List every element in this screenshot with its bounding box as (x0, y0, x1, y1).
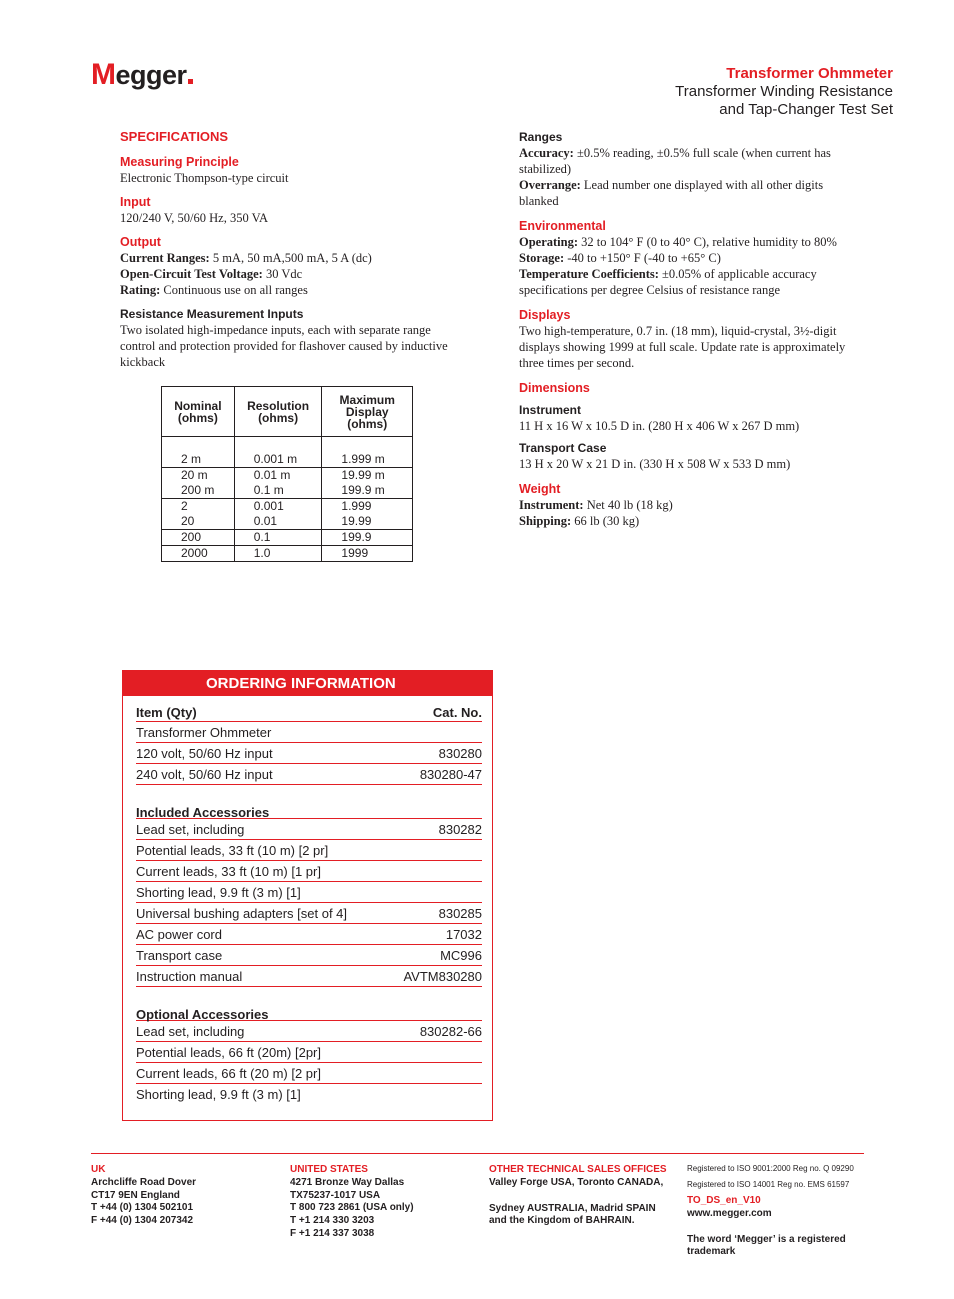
footer-other-heading: OTHER TECHNICAL SALES OFFICES (489, 1164, 667, 1175)
transport-case-dimensions: 13 H x 20 W x 21 D in. (330 H x 508 W x 533 D mm) (519, 457, 791, 471)
table-cell: 199.9 m (322, 483, 413, 499)
product-subtitle-line1: Transformer Winding Resistance (675, 83, 893, 100)
accuracy-value: ±0.5% reading, ±0.5% full scale (when current has (573, 146, 831, 160)
ordering-item: Instruction manual (136, 969, 243, 984)
input-heading: Input (120, 195, 151, 209)
table-header-resolution (234, 387, 322, 437)
ordering-cat-no: 830280-47 (419, 767, 482, 782)
document-header (675, 64, 893, 119)
output-heading: Output (120, 235, 161, 249)
header-nominal-text: Nominal (ohms) (174, 398, 222, 425)
header-resolution-text: Resolution (ohms) (247, 398, 310, 425)
ordering-item: Lead set, including (136, 1024, 245, 1039)
ranges-overrange (519, 177, 889, 193)
included-accessories-heading: Included Accessories (136, 805, 270, 820)
table-cell: 0.1 (234, 530, 322, 546)
table-cell: 20 m (162, 468, 235, 484)
ordering-row (136, 903, 482, 924)
operating-label: Operating: (519, 235, 579, 249)
current-ranges-value: 5 mA, 50 mA,500 mA, 5 A (dc) (209, 251, 372, 265)
table-cell: 19.99 (322, 514, 413, 530)
table-row (162, 530, 413, 546)
ordering-cat-no: 830280 (438, 746, 482, 761)
table-cell: 1.999 m (322, 452, 413, 468)
ordering-row (136, 882, 482, 903)
ordering-table (123, 702, 492, 1104)
col-item-header: Item (Qty) (136, 705, 197, 720)
overrange-label: Overrange: (519, 178, 581, 192)
ordering-item: 120 volt, 50/60 Hz input (136, 746, 273, 761)
ordering-cat-no: 830282 (438, 822, 482, 837)
header-max-display-text: Maximum Display (ohms) (339, 392, 395, 431)
footer-us (290, 1164, 414, 1241)
ordering-item: Shorting lead, 9.9 ft (3 m) [1] (136, 1087, 301, 1102)
table-cell: 19.99 m (322, 468, 413, 484)
ordering-item: Transport case (136, 948, 223, 963)
optional-accessories-heading: Optional Accessories (136, 1007, 269, 1022)
ordering-item: AC power cord (136, 927, 222, 942)
footer-uk-line: Archcliffe Road Dover (91, 1176, 197, 1188)
tc-label: Temperature Coefficients: (519, 267, 659, 281)
footer-us-heading: UNITED STATES (290, 1164, 368, 1175)
ordering-header-row (136, 702, 482, 722)
ordering-row (136, 1042, 482, 1063)
table-cell: 199.9 (322, 530, 413, 546)
displays-line2: displays showing 1999 at full scale. Update rate is approximately (519, 340, 846, 354)
footer-uk-line: CT17 9EN England (91, 1189, 180, 1201)
weight-heading: Weight (519, 482, 561, 496)
table-row (162, 437, 413, 453)
table-cell: 0.001 (234, 499, 322, 515)
weight-shipping-value: 66 lb (30 kg) (571, 514, 640, 528)
ordering-row (136, 924, 482, 945)
footer-divider (91, 1153, 864, 1154)
logo-letter-m: M (91, 58, 116, 91)
displays-heading: Displays (519, 308, 571, 322)
rmi-line2: control and protection provided for flashover caused by inductive (120, 339, 448, 353)
table-cell: 200 (162, 530, 235, 546)
resolution-table (161, 386, 413, 562)
displays-line3: three times per second. (519, 356, 635, 370)
footer-doc-code: TO_DS_en_V10 (687, 1195, 761, 1206)
footer-other-line: Valley Forge USA, Toronto CANADA, (489, 1176, 664, 1188)
table-cell: 1.0 (234, 546, 322, 562)
ocv-label: Open-Circuit Test Voltage: (120, 267, 263, 281)
ordering-row (136, 722, 482, 743)
rmi-heading: Resistance Measurement Inputs (120, 307, 304, 321)
specs-left-column (120, 129, 482, 370)
table-cell: 20 (162, 514, 235, 530)
footer-uk-line: T +44 (0) 1304 502101 (91, 1202, 194, 1214)
ordering-item: Potential leads, 33 ft (10 m) [2 pr] (136, 843, 329, 858)
ordering-title: ORDERING INFORMATION (123, 671, 492, 696)
product-title: Transformer Ohmmeter (726, 65, 893, 82)
megger-logo (91, 58, 193, 92)
footer-uk-heading: UK (91, 1164, 106, 1175)
operating-value: 32 to 104° F (0 to 40° C), relative humidity to 80% (578, 235, 837, 249)
ordering-row (136, 819, 482, 840)
table-row (162, 468, 413, 484)
ordering-item: Current leads, 33 ft (10 m) [1 pr] (136, 864, 321, 879)
ranges-accuracy (519, 145, 889, 161)
table-cell: 2000 (162, 546, 235, 562)
ordering-item: Universal bushing adapters [set of 4] (136, 906, 348, 921)
table-cell: 0.1 m (234, 483, 322, 499)
rating-label: Rating: (120, 283, 161, 297)
ordering-item: Current leads, 66 ft (20 m) [2 pr] (136, 1066, 321, 1081)
footer-us-line: T 800 723 2861 (USA only) (290, 1202, 414, 1214)
output-current-ranges (120, 250, 482, 266)
weight-instrument-value: Net 40 lb (18 kg) (583, 498, 673, 512)
footer-other-line: and the Kingdom of BAHRAIN. (489, 1215, 635, 1227)
table-row (162, 483, 413, 499)
table-cell: 0.001 m (234, 452, 322, 468)
ordering-cat-no: 830285 (438, 906, 482, 921)
instrument-heading: Instrument (519, 403, 582, 417)
storage-value: -40 to +150° F (-40 to +65° C) (564, 251, 721, 265)
ordering-item: Lead set, including (136, 822, 245, 837)
ordering-row (136, 945, 482, 966)
footer-iso9001: Registered to ISO 9001:2000 Reg no. Q 09290 (687, 1164, 854, 1173)
input-text: 120/240 V, 50/60 Hz, 350 VA (120, 211, 269, 225)
logo-text: egger (115, 60, 187, 90)
env-operating (519, 234, 889, 250)
measuring-principle-heading: Measuring Principle (120, 155, 239, 169)
footer-trademark-line1: The word ‘Megger’ is a registered (687, 1233, 846, 1245)
ordering-item: Transformer Ohmmeter (136, 725, 272, 740)
ranges-overrange-cont: blanked (519, 194, 559, 208)
footer-other-offices (489, 1164, 667, 1228)
rmi-line1: Two isolated high-impedance inputs, each with separate range (120, 323, 431, 337)
table-row (162, 546, 413, 562)
environmental-heading: Environmental (519, 219, 606, 233)
footer-us-line: T +1 214 330 3203 (290, 1215, 375, 1227)
footer-trademark-line2: trademark (687, 1246, 736, 1258)
footer-uk (91, 1164, 196, 1228)
ordering-row (136, 743, 482, 764)
ordering-row (136, 840, 482, 861)
env-storage (519, 250, 889, 266)
table-cell: 0.01 (234, 514, 322, 530)
specifications-heading: SPECIFICATIONS (120, 129, 229, 144)
ranges-accuracy-cont: stabilized) (519, 162, 572, 176)
ordering-item: 240 volt, 50/60 Hz input (136, 767, 273, 782)
ordering-item: Shorting lead, 9.9 ft (3 m) [1] (136, 885, 301, 900)
dimensions-heading: Dimensions (519, 381, 590, 395)
col-cat-header: Cat. No. (432, 705, 482, 720)
displays-line1: Two high-temperature, 0.7 in. (18 mm), liquid-crystal, 3½-digit (519, 324, 837, 338)
table-row (162, 514, 413, 530)
env-tc-cont: specifications per degree Celsius of resistance range (519, 283, 781, 297)
current-ranges-label: Current Ranges: (120, 251, 210, 265)
ordering-row (136, 764, 482, 785)
footer-us-line: F +1 214 337 3038 (290, 1227, 375, 1239)
table-row (162, 499, 413, 515)
ordering-row (136, 966, 482, 987)
ordering-row (136, 1063, 482, 1084)
ranges-heading: Ranges (519, 130, 563, 144)
ordering-information-box (122, 670, 493, 1121)
instrument-dimensions: 11 H x 16 W x 10.5 D in. (280 H x 406 W x 267 D mm) (519, 419, 800, 433)
ordering-cat-no: 17032 (445, 927, 482, 942)
footer-us-line: 4271 Bronze Way Dallas (290, 1176, 405, 1188)
table-cell: 1.999 (322, 499, 413, 515)
footer-iso14001: Registered to ISO 14001 Reg no. EMS 61597 (687, 1180, 850, 1189)
weight-shipping (519, 513, 889, 529)
ordering-cat-no: 830282-66 (419, 1024, 482, 1039)
env-tc (519, 266, 889, 282)
product-subtitle-line2: and Tap-Changer Test Set (719, 101, 893, 118)
weight-instrument (519, 497, 889, 513)
table-cell: 2 (162, 499, 235, 515)
ordering-row (136, 1084, 482, 1104)
overrange-value: Lead number one displayed with all other digits (580, 178, 824, 192)
ordering-item: Potential leads, 66 ft (20m) [2pr] (136, 1045, 321, 1060)
specs-right-column (519, 129, 889, 529)
footer-uk-line: F +44 (0) 1304 207342 (91, 1215, 194, 1227)
weight-shipping-label: Shipping: (519, 514, 572, 528)
table-cell: 2 m (162, 452, 235, 468)
footer-registration (687, 1161, 854, 1259)
ordering-row (136, 1021, 482, 1042)
table-header-max-display (322, 387, 413, 437)
output-ocv (120, 266, 482, 282)
logo-dot-icon (188, 79, 193, 84)
measuring-principle-text: Electronic Thompson-type circuit (120, 171, 289, 185)
footer-other-line: Sydney AUSTRALIA, Madrid SPAIN (489, 1202, 656, 1214)
transport-case-heading: Transport Case (519, 441, 607, 455)
tc-value: ±0.05% of applicable accuracy (658, 267, 817, 281)
ordering-row (136, 861, 482, 882)
ocv-value: 30 Vdc (262, 267, 303, 281)
table-cell: 0.01 m (234, 468, 322, 484)
ordering-cat-no: AVTM830280 (403, 969, 482, 984)
table-row (162, 452, 413, 468)
table-cell: 1999 (322, 546, 413, 562)
footer-website-link[interactable]: www.megger.com (687, 1207, 772, 1219)
weight-instrument-label: Instrument: (519, 498, 584, 512)
ordering-cat-no: MC996 (440, 948, 482, 963)
rating-value: Continuous use on all ranges (160, 283, 308, 297)
table-cell: 200 m (162, 483, 235, 499)
footer-us-line: TX75237-1017 USA (290, 1189, 381, 1201)
output-rating (120, 282, 482, 298)
storage-label: Storage: (519, 251, 565, 265)
accuracy-label: Accuracy: (519, 146, 574, 160)
table-header-nominal (162, 387, 235, 437)
rmi-line3: kickback (120, 355, 166, 369)
